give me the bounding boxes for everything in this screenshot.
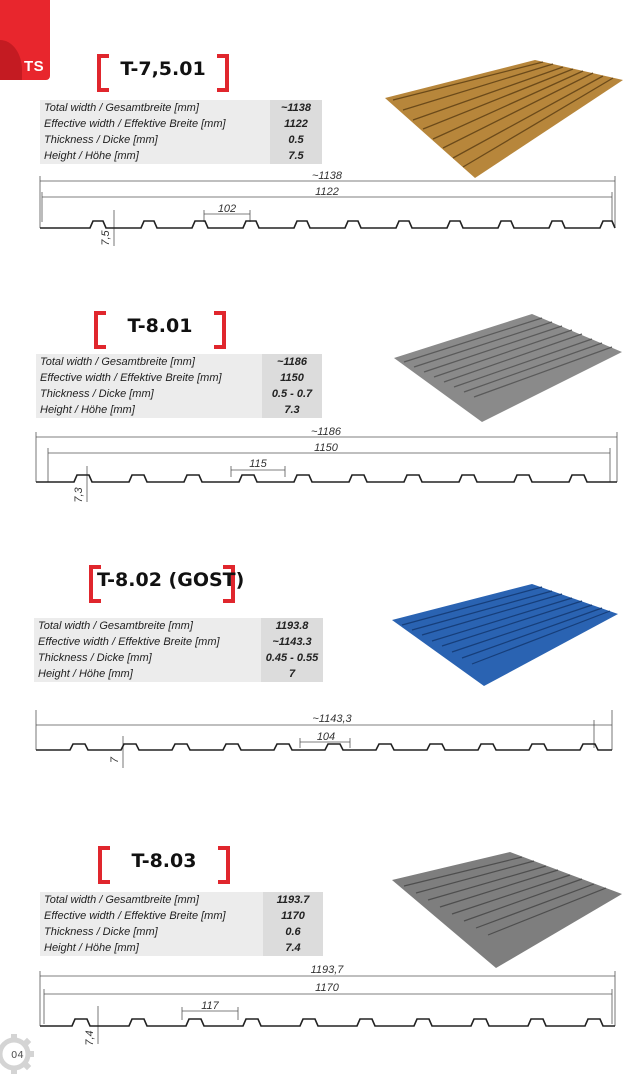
spec-value: 1122 (270, 116, 322, 132)
dim-pitch: 102 (217, 203, 237, 215)
sheet-photo (386, 580, 625, 692)
spec-row (34, 618, 323, 634)
spec-label: Height / Höhe [mm] (40, 940, 263, 956)
profile-drawing (0, 700, 625, 785)
spec-row (40, 924, 323, 940)
spec-row (40, 148, 322, 164)
spec-label: Effective width / Effektive Breite [mm] (40, 908, 263, 924)
spec-row (34, 666, 323, 682)
spec-row (40, 100, 322, 116)
dim-height: 7,5 (100, 230, 112, 246)
spec-value: 7 (261, 666, 323, 682)
dim-pitch: 104 (316, 731, 336, 743)
dim-effective-width: 1170 (315, 982, 339, 994)
dim-pitch: 115 (249, 458, 267, 470)
product-title-box (98, 846, 230, 878)
spec-table (40, 892, 323, 956)
spec-row (40, 892, 323, 908)
spec-label: Total width / Gesamtbreite [mm] (40, 100, 270, 116)
page-number: 04 (11, 1050, 24, 1061)
dim-pitch: 117 (201, 1000, 219, 1012)
sheet-photo (390, 850, 625, 972)
spec-row (40, 132, 322, 148)
spec-label: Total width / Gesamtbreite [mm] (34, 618, 261, 634)
sheet-photo (392, 312, 625, 424)
dim-total-width: ~1138 (311, 170, 343, 182)
spec-value: ~1186 (262, 354, 322, 370)
dim-height: 7 (109, 756, 121, 764)
spec-value: 7.3 (262, 402, 322, 418)
spec-label: Thickness / Dicke [mm] (34, 650, 261, 666)
dim-total-width: ~1186 (310, 426, 342, 438)
product-title-box (94, 311, 226, 343)
spec-value: 7.4 (263, 940, 323, 956)
spec-row (34, 634, 323, 650)
spec-value: 1150 (262, 370, 322, 386)
spec-label: Height / Höhe [mm] (40, 148, 270, 164)
spec-table (34, 618, 323, 682)
spec-value: 0.5 (270, 132, 322, 148)
spec-row (36, 354, 322, 370)
spec-value: ~1138 (270, 100, 322, 116)
dim-height: 7,3 (73, 487, 85, 503)
spec-table (36, 354, 322, 418)
spec-value: 0.45 - 0.55 (261, 650, 323, 666)
spec-value: 1193.7 (263, 892, 323, 908)
spec-row (40, 116, 322, 132)
spec-label: Height / Höhe [mm] (34, 666, 261, 682)
brand-tab-label: TS (24, 58, 45, 75)
sheet-photo (385, 58, 625, 180)
spec-label: Height / Höhe [mm] (36, 402, 262, 418)
product-title-box (89, 565, 245, 597)
spec-label: Total width / Gesamtbreite [mm] (36, 354, 262, 370)
dim-effective-width: 1122 (315, 186, 339, 198)
spec-row (36, 386, 322, 402)
spec-row (36, 402, 322, 418)
dim-total-width: ~1143,3 (312, 713, 352, 725)
profile-drawing (0, 425, 625, 510)
profile-drawing (0, 170, 625, 260)
spec-row (34, 650, 323, 666)
spec-label: Total width / Gesamtbreite [mm] (40, 892, 263, 908)
product-title: T-8.02 (GOST) (97, 569, 245, 591)
dim-height: 7,4 (84, 1030, 96, 1046)
spec-value: 0.6 (263, 924, 323, 940)
page-number-badge (0, 1030, 38, 1075)
spec-label: Effective width / Effektive Breite [mm] (40, 116, 270, 132)
spec-label: Effective width / Effektive Breite [mm] (34, 634, 261, 650)
spec-value: 7.5 (270, 148, 322, 164)
spec-value: 1170 (263, 908, 323, 924)
spec-value: 1193.8 (261, 618, 323, 634)
spec-value: 0.5 - 0.7 (262, 386, 322, 402)
product-title: T-8.03 (131, 850, 197, 872)
spec-label: Effective width / Effektive Breite [mm] (36, 370, 262, 386)
spec-table (40, 100, 322, 164)
product-title: T-8.01 (127, 315, 193, 337)
spec-row (40, 940, 323, 956)
spec-label: Thickness / Dicke [mm] (40, 924, 263, 940)
spec-value: ~1143.3 (261, 634, 323, 650)
profile-drawing (0, 962, 625, 1047)
product-title-box (97, 54, 229, 86)
spec-label: Thickness / Dicke [mm] (40, 132, 270, 148)
spec-row (40, 908, 323, 924)
dim-effective-width: 1150 (314, 442, 338, 454)
product-title: T-7,5.01 (120, 58, 206, 80)
spec-row (36, 370, 322, 386)
spec-label: Thickness / Dicke [mm] (36, 386, 262, 402)
dim-total-width: 1193,7 (310, 964, 344, 976)
